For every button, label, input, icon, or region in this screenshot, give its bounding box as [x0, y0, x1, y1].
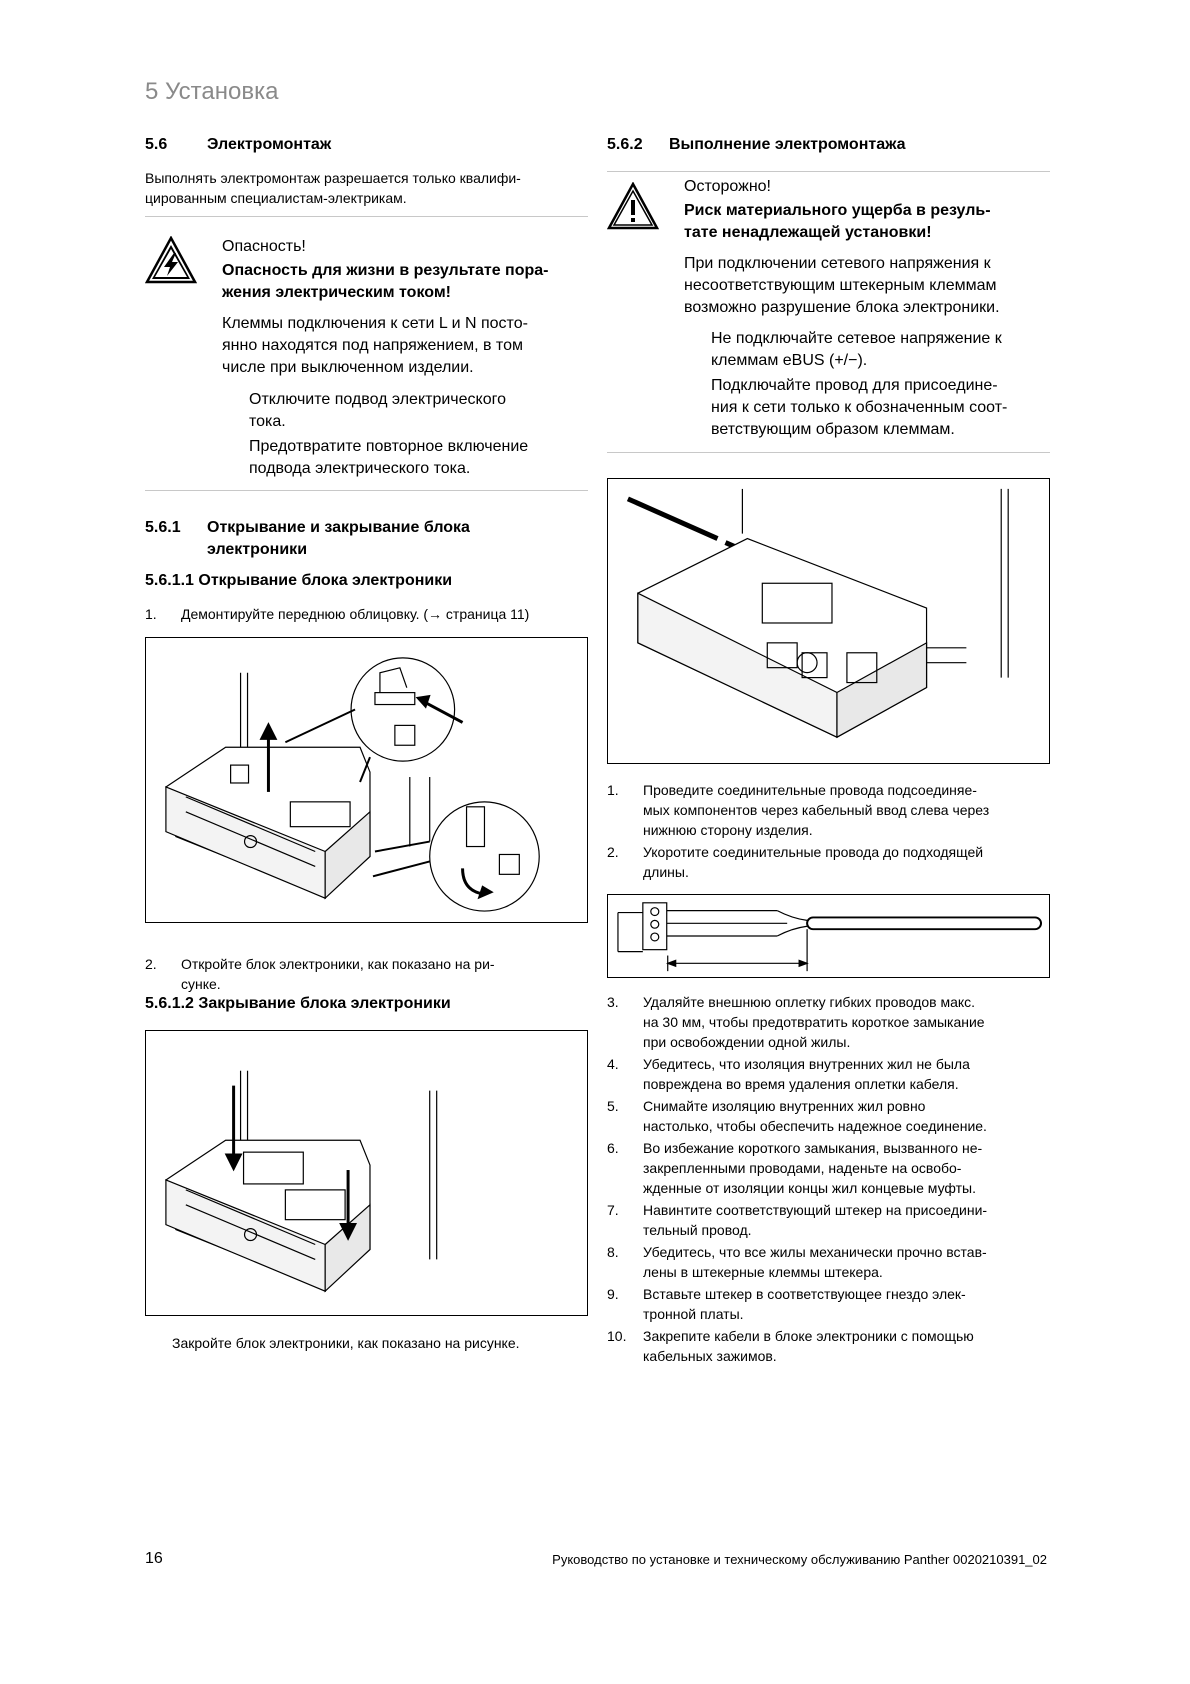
section-5-6-2-heading: [607, 136, 906, 154]
danger-text-line: янно находятся под напряжением, в том: [222, 337, 523, 354]
action-line: ния к сети только к обозначенным соот-: [711, 399, 1008, 416]
danger-text: [222, 313, 592, 379]
intro-line: цированным специалистам-электрикам.: [145, 190, 407, 206]
action-line: Не подключайте сетевое напряжение к: [711, 330, 1002, 347]
step-number: 5.: [607, 1098, 619, 1114]
section-number: 5.6.2: [607, 136, 643, 153]
section-title-line: электроники: [207, 541, 308, 558]
step-line: Снимайте изоляцию внутренних жил ровно: [643, 1098, 926, 1114]
list-item: [607, 842, 1067, 882]
step-line: длины.: [643, 864, 689, 880]
action-line: подвода электрического тока.: [249, 460, 471, 477]
step-line: жденные от изоляции концы жил концевые муфты.: [643, 1180, 976, 1196]
step-line: тронной платы.: [643, 1306, 744, 1322]
step-line: Вставьте штекер в соответствующее гнездо элек-: [643, 1286, 966, 1302]
danger-title: Опасность!: [222, 238, 306, 255]
step-text: [643, 1242, 1067, 1282]
figure-cable-stripping: [607, 894, 1050, 978]
caution-text-line: возможно разрушение блока электроники.: [684, 299, 1000, 316]
section-5-6-1-heading: [145, 517, 470, 561]
step-text: [643, 1138, 1067, 1198]
danger-headline: [222, 260, 592, 304]
list-item: [145, 604, 595, 624]
step-text: Демонтируйте переднюю облицовку. (→ страница 11): [181, 606, 530, 622]
list-item: [607, 1054, 1067, 1094]
divider: [607, 452, 1050, 453]
list-item: [607, 780, 1067, 840]
step-line: тельный провод.: [643, 1222, 752, 1238]
figure-cable-routing: [607, 478, 1050, 764]
step-number: 9.: [607, 1286, 619, 1302]
step-line: Проведите соединительные провода подсоединяе-: [643, 782, 977, 798]
list-item: [607, 1326, 1067, 1366]
step-line: сунке.: [181, 976, 221, 992]
step-number: 7.: [607, 1202, 619, 1218]
section-5-6-1-1-heading: 5.6.1.1 Открывание блока электроники: [145, 572, 453, 589]
danger-block: [222, 236, 592, 480]
list-item: [607, 1284, 1067, 1324]
step-text: [643, 1096, 1067, 1136]
electric-hazard-icon: [145, 236, 197, 284]
step-number: 3.: [607, 994, 619, 1010]
list-item: [145, 954, 595, 994]
warning-triangle-icon: [607, 182, 659, 230]
step-number: 8.: [607, 1244, 619, 1260]
figure-open-electronics-box: [145, 637, 588, 923]
caution-block: [684, 176, 1054, 441]
list-item: [607, 1242, 1067, 1282]
step-number: 2.: [607, 844, 619, 860]
step-line: Откройте блок электроники, как показано на ри-: [181, 956, 495, 972]
caution-action-1: [711, 328, 1054, 372]
intro-line: Выполнять электромонтаж разрешается только квалифи-: [145, 170, 521, 186]
step-line: повреждена во время удаления оплетки кабеля.: [643, 1076, 959, 1092]
document-title: Руководство по установке и техническому обслуживанию Panther 0020210391_02: [552, 1552, 1047, 1567]
step-number: 1.: [145, 606, 157, 622]
section-5-6-heading: [145, 136, 331, 154]
step-line: Укоротите соединительные провода до подходящей: [643, 844, 984, 860]
caution-text-line: При подключении сетевого напряжения к: [684, 255, 991, 272]
caution-headline-line: тате ненадлежащей установки!: [684, 224, 932, 241]
action-line: клеммам eBUS (+/−).: [711, 352, 868, 369]
step-line: закрепленными проводами, наденьте на освобо-: [643, 1160, 962, 1176]
step-number: 1.: [607, 782, 619, 798]
caution-headline: [684, 200, 1054, 244]
step-number: 10.: [607, 1328, 627, 1344]
list-item: [607, 1138, 1067, 1198]
action-line: тока.: [249, 413, 286, 430]
list-item: [607, 1096, 1067, 1136]
section-number: 5.6: [145, 136, 168, 153]
step-text: [643, 1054, 1067, 1094]
step-line: Убедитесь, что все жилы механически прочно встав-: [643, 1244, 987, 1260]
action-line: Подключайте провод для присоедине-: [711, 377, 998, 394]
list-item: [607, 1200, 1067, 1240]
danger-text-line: Клеммы подключения к сети L и N посто-: [222, 315, 528, 332]
step-line: Закрепите кабели в блоке электроники с помощью: [643, 1328, 974, 1344]
list-item: [607, 992, 1067, 1052]
step-number: 2.: [145, 956, 157, 972]
step-line: нижнюю сторону изделия.: [643, 822, 813, 838]
step-text: [643, 992, 1067, 1052]
step-text: [643, 842, 1067, 882]
step-line: на 30 мм, чтобы предотвратить короткое замыкание: [643, 1014, 985, 1030]
section-title: [207, 517, 470, 561]
figure-close-electronics-box: [145, 1030, 588, 1316]
section-title-line: Открывание и закрывание блока: [207, 519, 470, 536]
chapter-title: 5 Установка: [145, 78, 279, 105]
danger-text-line: числе при выключенном изделии.: [222, 359, 474, 376]
step-text: [643, 1326, 1067, 1366]
step-line: кабельных зажимов.: [643, 1348, 777, 1364]
action-line: ветствующим образом клеммам.: [711, 421, 955, 438]
step-line: лены в штекерные клеммы штекера.: [643, 1264, 883, 1280]
section-title: Электромонтаж: [207, 136, 332, 153]
section-title: Выполнение электромонтажа: [669, 136, 906, 153]
step-line: при освобождении одной жилы.: [643, 1034, 851, 1050]
caution-action-2: [711, 375, 1054, 441]
action-line: Отключите подвод электрического: [249, 391, 506, 408]
caution-title: Осторожно!: [684, 178, 771, 195]
divider: [145, 216, 588, 217]
caution-text-line: несоответствующим штекерным клеммам: [684, 277, 997, 294]
step-text: [643, 1284, 1067, 1324]
page-number: 16: [145, 1550, 163, 1567]
divider: [607, 171, 1050, 172]
danger-headline-line: Опасность для жизни в результате пора-: [222, 262, 549, 279]
section-number: 5.6.1: [145, 519, 181, 536]
intro-paragraph: [145, 168, 585, 208]
caution-headline-line: Риск материального ущерба в резуль-: [684, 202, 991, 219]
danger-action-2: [249, 436, 592, 480]
danger-action-1: [249, 389, 592, 433]
step-text: [181, 954, 595, 994]
step-line: Во избежание короткого замыкания, вызванного не-: [643, 1140, 983, 1156]
step-text: [643, 1200, 1067, 1240]
installation-steps: [607, 780, 1067, 882]
danger-headline-line: жения электрическим током!: [222, 284, 451, 301]
step-number: 4.: [607, 1056, 619, 1072]
section-5-6-1-2-heading: 5.6.1.2 Закрывание блока электроники: [145, 995, 451, 1012]
caution-text: [684, 253, 1054, 319]
step-line: Убедитесь, что изоляция внутренних жил не была: [643, 1056, 970, 1072]
step-line: мых компонентов через кабельный ввод слева через: [643, 802, 990, 818]
step-line: настолько, чтобы обеспечить надежное соединение.: [643, 1118, 987, 1134]
step-number: 6.: [607, 1140, 619, 1156]
action-line: Предотвратите повторное включение: [249, 438, 529, 455]
step-line: Навинтите соответствующий штекер на присоедини-: [643, 1202, 988, 1218]
divider: [145, 490, 588, 491]
installation-steps-continued: [607, 992, 1067, 1366]
step-line: Удаляйте внешнюю оплетку гибких проводов макс.: [643, 994, 976, 1010]
step-text: [643, 780, 1067, 840]
figure-caption: Закройте блок электроники, как показано на рисунке.: [172, 1335, 520, 1351]
